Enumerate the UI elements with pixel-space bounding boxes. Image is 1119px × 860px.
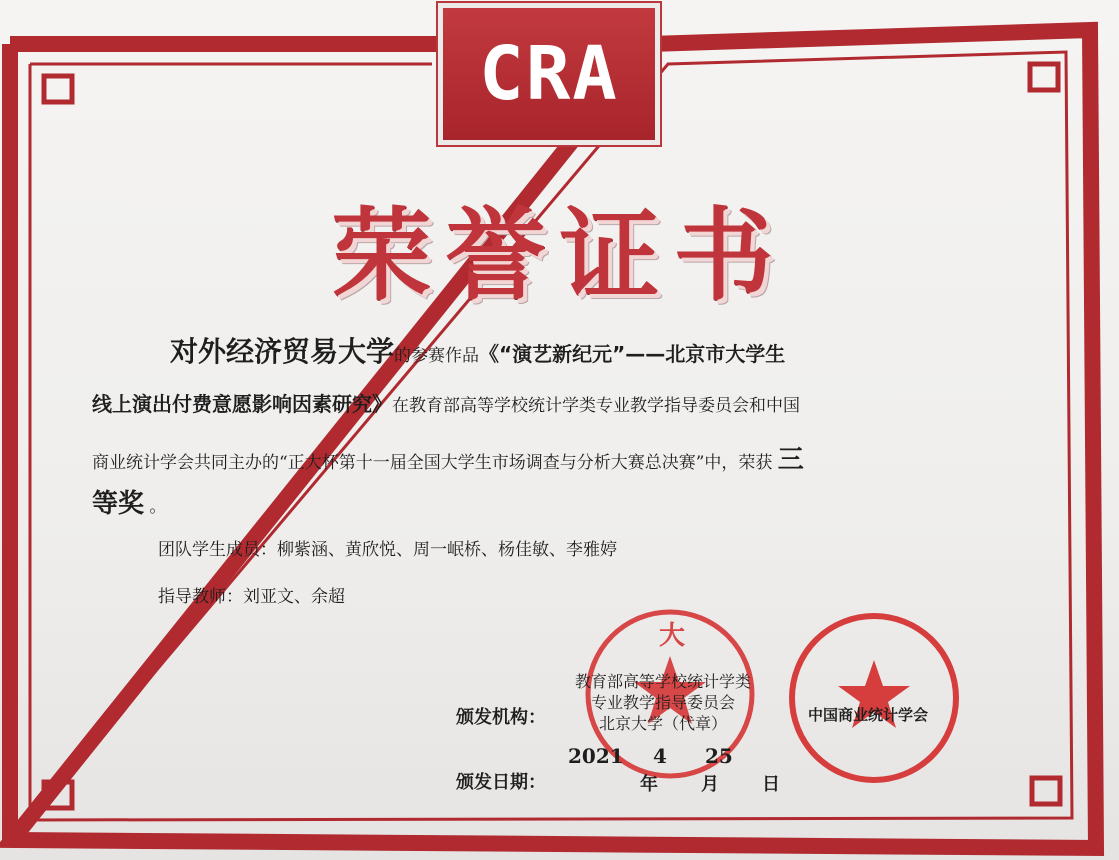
school-name: 对外经济贸易大学 [170, 335, 395, 368]
intro-text: 的参赛作品 [394, 346, 480, 366]
date-year: 2021 [568, 744, 624, 768]
advisors-label: 指导教师： [158, 587, 243, 607]
association-seal-icon [784, 608, 964, 788]
left-seal-arc-text: 大 [658, 621, 686, 651]
issuer-line-3: 北京大学（代章） [598, 713, 727, 733]
team-names: 柳紫涵、黄欣悦、周一岷桥、杨佳敏、李雅婷 [277, 540, 617, 560]
date-label: 颁发日期： [456, 772, 546, 793]
issuer-line-1: 教育部高等学校统计学类 [574, 672, 751, 691]
issuer-names [548, 672, 778, 734]
work-title-part2: 线上演出付费意愿影响因素研究》 [92, 392, 392, 416]
issuer-line-2: 专业教学指导委员会 [590, 692, 735, 712]
date-year-unit: 年 [640, 774, 658, 795]
date-day: 25 [705, 744, 733, 768]
prize-part2: 等奖 [92, 489, 145, 519]
body-line-4 [92, 486, 166, 522]
context-part2: 商业统计学会共同主办的“正大杯第十一届全国大学生市场调查与分析大赛总决赛”中，荣获 [92, 453, 773, 473]
body-line-3 [92, 442, 804, 478]
team-label: 团队学生成员： [158, 540, 277, 560]
issuer-label: 颁发机构： [456, 707, 546, 728]
date-month: 4 [653, 744, 667, 768]
association-name: 中国商业统计学会 [808, 706, 929, 724]
work-title-part1: 《“演艺新纪元”——北京市大学生 [479, 342, 786, 366]
advisors [158, 582, 345, 607]
team-members [158, 535, 617, 560]
prize-part1: 三 [777, 445, 804, 475]
body-line-1 [170, 332, 785, 371]
advisors-names: 刘亚文、余超 [243, 587, 345, 607]
period: 。 [149, 497, 167, 517]
body-line-2 [92, 390, 800, 419]
cra-logo-text: CRA [479, 31, 619, 117]
cra-logo-badge [443, 8, 655, 140]
context-part1: 在教育部高等学校统计学类专业教学指导委员会和中国 [392, 396, 800, 416]
date-month-unit: 月 [701, 774, 719, 795]
certificate-title: 荣誉证书 [331, 196, 788, 314]
date-day-unit: 日 [762, 774, 780, 795]
